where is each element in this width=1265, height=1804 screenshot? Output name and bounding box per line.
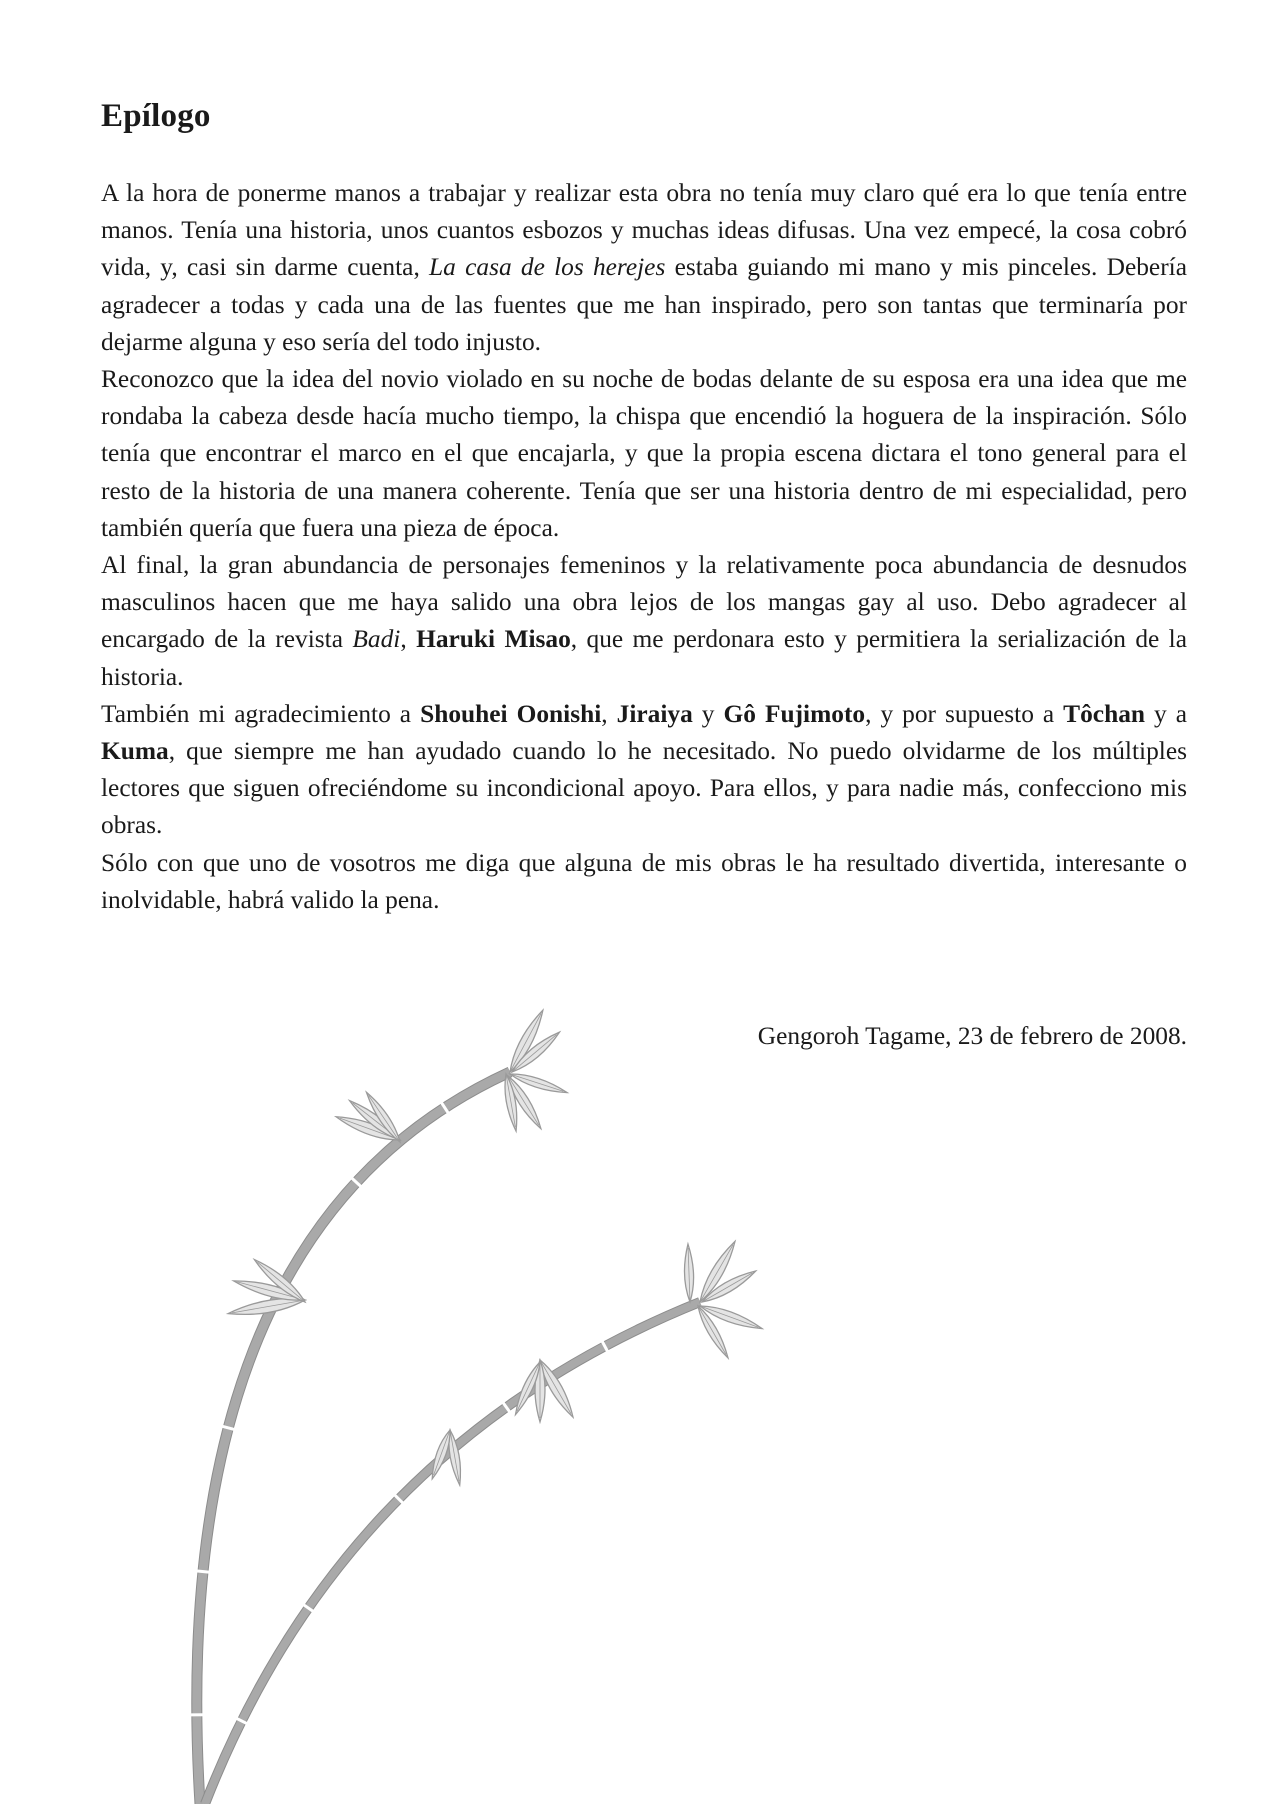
text-run: Al final, la gran abundancia de personajes femeninos y la relativamente poca abundancia de desnudos masculinos hacen que me haya salido una obra lejos de los mangas gay al uso. Debo agradecer al encargado de la revista xyxy=(101,551,1187,654)
text-run: A la hora de ponerme manos a trabajar y realizar esta obra no tenía muy claro qué era lo que tenía entre manos. Tenía una historia, unos cuantos esbozos y muchas ideas difusas. Una vez empecé, la cosa cobró vida, y, casi sin darme cuenta, xyxy=(101,179,1187,282)
bamboo-leaf xyxy=(683,1244,694,1302)
paragraph xyxy=(101,696,1187,845)
text-run: , que siempre me han ayudado cuando lo he necesitado. No puedo olvidarme de los múltiples lectores que siguen ofreciéndome su incondicional apoyo. Para ellos, y para nadie más, confecciono mis obras. xyxy=(101,737,1187,840)
paragraph xyxy=(101,547,1187,696)
text-run: , xyxy=(400,625,417,654)
italic-title: Badi xyxy=(352,625,401,654)
text-run: y xyxy=(692,699,724,728)
text-run: y a xyxy=(1145,699,1187,728)
text-run: Reconozco que la idea del novio violado en su noche de bodas delante de su esposa era una idea que me rondaba la cabeza desde hacía mucho tiempo, la chispa que encendió la hoguera de la inspiración. Sólo tenía que encontrar el marco en el que encajarla, y que la propia escena dictara el tono general para el resto de la historia de una manera coherente. Tenía que ser una historia dentro de mi especialidad, pero también quería que fuera una pieza de época. xyxy=(101,365,1187,542)
text-run: estaba guiando mi mano y mis pinceles. Debería agradecer a todas y cada una de las fuentes que me han inspirado, pero son tantas que terminaría por dejarme alguna y eso sería del todo injusto. xyxy=(101,253,1187,356)
paragraph xyxy=(101,175,1187,361)
person-name: Haruki Misao xyxy=(416,625,571,654)
person-name: Shouhei Oonishi xyxy=(420,699,602,728)
text-run: , que me perdonara esto y permitiera la serialización de la historia. xyxy=(101,625,1187,691)
text-run: , xyxy=(601,699,617,728)
text-run: También mi agradecimiento a xyxy=(101,699,421,728)
bamboo-node xyxy=(195,1571,211,1573)
person-name: Tôchan xyxy=(1063,699,1146,728)
person-name: Gô Fujimoto xyxy=(723,699,866,728)
bamboo-stem-edge xyxy=(205,1302,700,1804)
paragraph xyxy=(101,845,1187,919)
bamboo-stem xyxy=(205,1302,700,1804)
bamboo-illustration-icon xyxy=(0,1000,820,1804)
epilogue-body xyxy=(101,175,1187,919)
person-name: Kuma xyxy=(101,737,169,766)
text-run: , y por supuesto a xyxy=(865,699,1064,728)
page-title: Epílogo xyxy=(101,98,211,134)
signature-line: Gengoroh Tagame, 23 de febrero de 2008. xyxy=(757,1022,1187,1050)
italic-title: La casa de los herejes xyxy=(429,253,666,282)
text-run: Sólo con que uno de vosotros me diga que alguna de mis obras le ha resultado divertida, interesante o inolvidable, habrá valido la pena. xyxy=(101,848,1187,914)
paragraph xyxy=(101,361,1187,547)
person-name: Jiraiya xyxy=(616,699,693,728)
